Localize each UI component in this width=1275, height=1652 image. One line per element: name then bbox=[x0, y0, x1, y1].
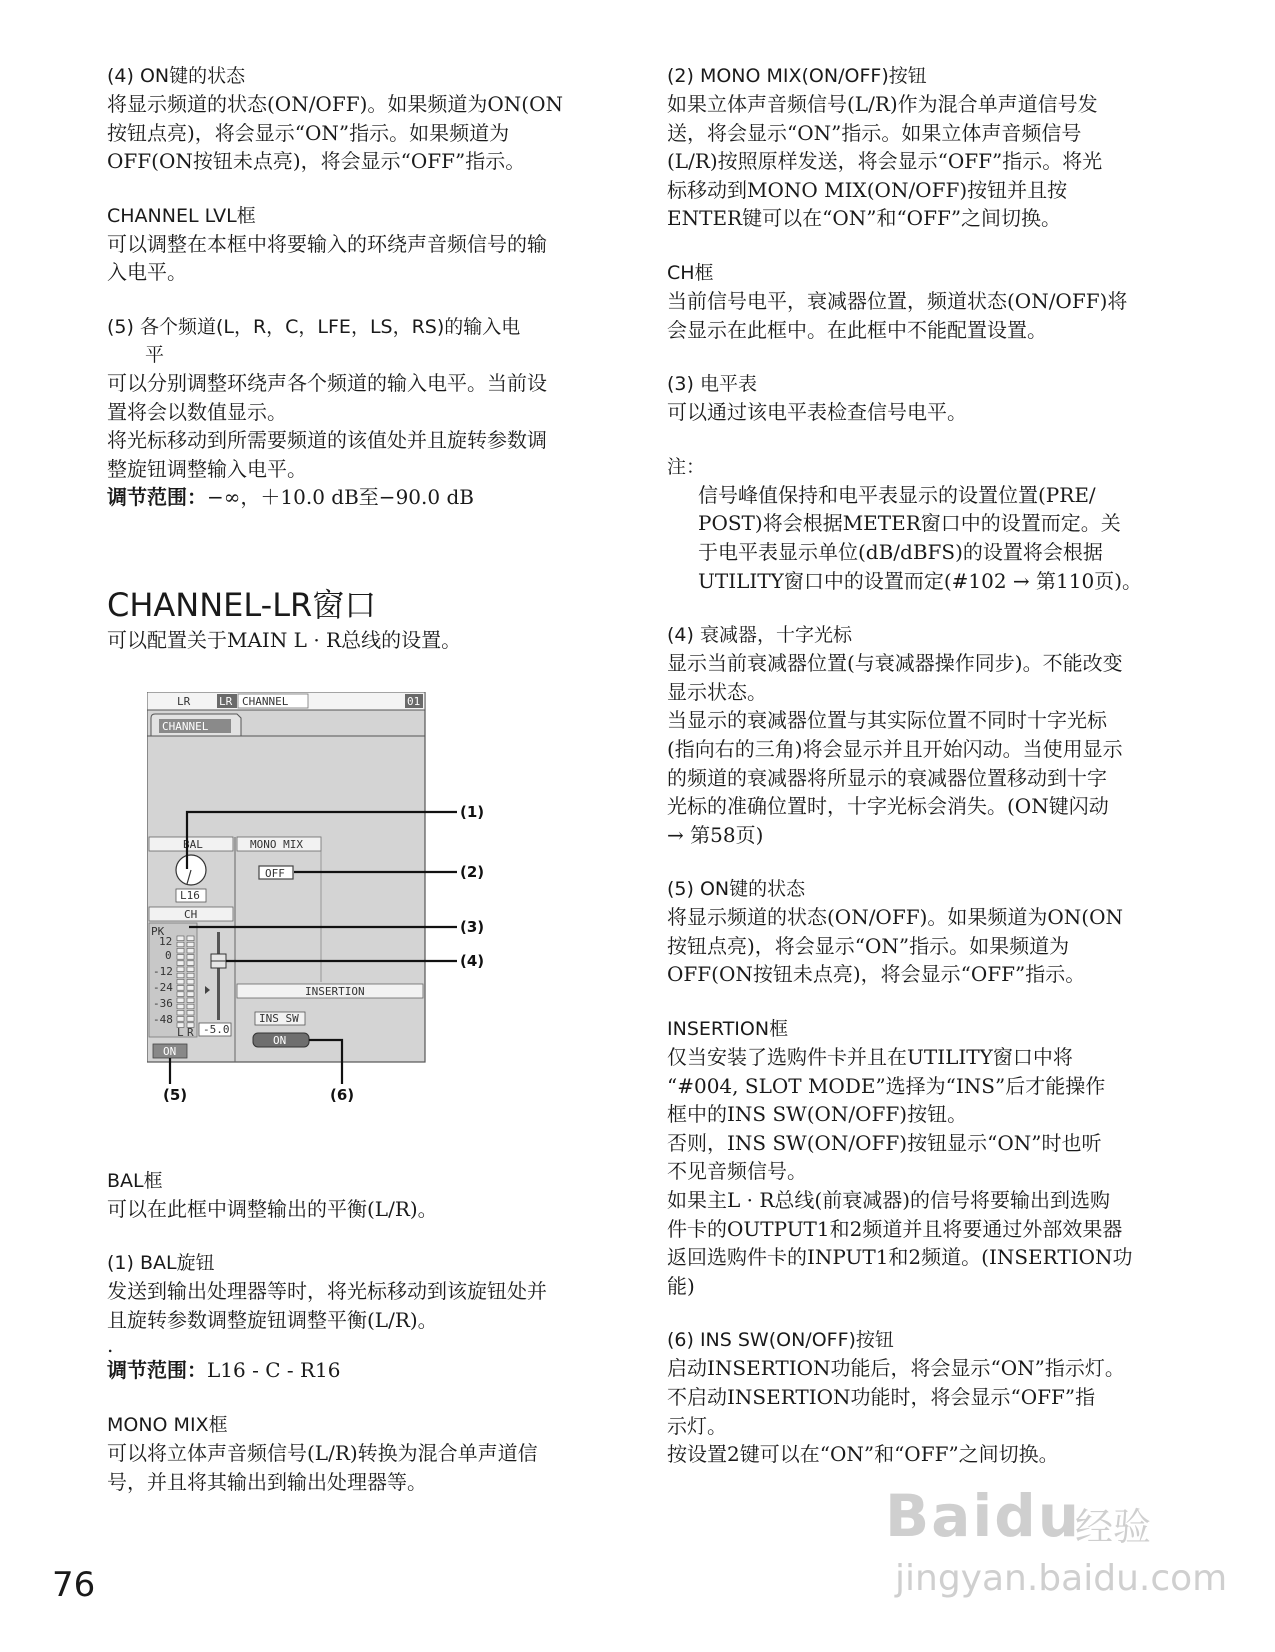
section-body: 启动INSERTION功能后，将会显示“ON”指示灯。 不启动INSERTION功能时，将会显示“OFF”指 示灯。 按设置2键可以在“ON”和“OFF”之间切换。 bbox=[667, 1356, 1125, 1467]
meter-cell bbox=[187, 1017, 194, 1022]
section-bal-knob bbox=[107, 1249, 597, 1385]
mono-mix-label: MONO MIX bbox=[250, 838, 303, 851]
meter-cell bbox=[177, 1010, 184, 1015]
section-body: 仅当安装了选购件卡并且在UTILITY窗口中将 “#004, SLOT MODE”选择为“INS”后才能操作 框中的INS SW(ON/OFF)按钮。 否则，INS SW(ON/OFF)按钮显示“ON”时也听 不见音频信号。 如果主L · R总线(前衰减器)的信号将要输出到选购 件卡的OUTPUT1和2频道并且将要通过外部效果器 返回选购件卡的INPUT1和2频道。(INSERTION功 能) bbox=[667, 1045, 1133, 1298]
watermark-url: jingyan.baidu.com bbox=[895, 1558, 1228, 1599]
meter-l: L bbox=[177, 1026, 184, 1039]
meter-cell bbox=[187, 1010, 194, 1015]
meter-cell bbox=[177, 955, 184, 960]
section-title: (5) 各个频道(L，R，C，LFE，LS，RS)的输入电 bbox=[107, 315, 521, 338]
screen-diagram bbox=[147, 692, 547, 1112]
section-level-meter bbox=[667, 370, 1187, 427]
meter-cell bbox=[177, 967, 184, 972]
section-channel-input-levels bbox=[107, 313, 597, 512]
section-bal-box bbox=[107, 1167, 597, 1224]
section-title: (1) BAL旋钮 bbox=[107, 1252, 215, 1275]
meter-cell bbox=[187, 1004, 194, 1009]
range-label: 调节范围： bbox=[107, 485, 207, 510]
fader-track bbox=[217, 932, 220, 1020]
section-title: (4) ON键的状态 bbox=[107, 65, 246, 87]
tab-lr-code: LR bbox=[219, 695, 233, 708]
stray-dot: . bbox=[107, 1333, 114, 1358]
section-mono-mix-box bbox=[107, 1411, 597, 1496]
insertion-label: INSERTION bbox=[305, 985, 365, 998]
section-title: CHANNEL LVL框 bbox=[107, 204, 256, 227]
meter-cell bbox=[177, 1017, 184, 1022]
ch-label: CH bbox=[184, 908, 198, 921]
note-title: 注： bbox=[667, 455, 706, 478]
meter-cell bbox=[177, 948, 184, 953]
bal-label: BAL bbox=[183, 838, 203, 851]
callout-2: (2) bbox=[460, 863, 485, 881]
section-body: 将显示频道的状态(ON/OFF)。如果频道为ON(ON 按钮点亮)，将会显示“ON”指示。如果频道为 OFF(ON按钮未点亮)，将会显示“OFF”指示。 bbox=[667, 905, 1123, 987]
section-mono-mix-button bbox=[667, 62, 1187, 233]
tab-lr: LR bbox=[177, 695, 191, 708]
meter-cell bbox=[177, 942, 184, 947]
meter-cell bbox=[187, 948, 194, 953]
meter-cell bbox=[187, 979, 194, 984]
channel-lr-screen-figure bbox=[147, 692, 547, 1112]
bal-value: L16 bbox=[180, 889, 200, 902]
meter-cell bbox=[177, 986, 184, 991]
section-body: 可以在此框中调整输出的平衡(L/R)。 bbox=[107, 1196, 438, 1221]
section-body: 可以分别调整环绕声各个频道的输入电平。当前设 置将会以数值显示。 将光标移动到所需要频道的该值处并且旋转参数调 整旋钮调整输入电平。 bbox=[107, 370, 547, 481]
range-line bbox=[107, 1356, 597, 1385]
meter-cell bbox=[177, 998, 184, 1003]
watermark-brand: Baidu bbox=[885, 1482, 1082, 1550]
meter-cell bbox=[177, 961, 184, 966]
section-fader-cursor bbox=[667, 621, 1187, 849]
section-insertion-box bbox=[667, 1015, 1187, 1300]
callout-5: (5) bbox=[163, 1086, 188, 1104]
section-title: MONO MIX框 bbox=[107, 1413, 228, 1436]
watermark-sub: 经验 bbox=[1075, 1505, 1152, 1549]
meter-cell bbox=[187, 961, 194, 966]
section-body: 可以将立体声音频信号(L/R)转换为混合单声道信 号，并且将其输出到输出处理器等。 bbox=[107, 1440, 538, 1494]
meter-cell bbox=[187, 955, 194, 960]
callout-4: (4) bbox=[460, 952, 485, 970]
section-title-continued: 平 bbox=[145, 343, 165, 366]
section-title: (2) MONO MIX(ON/OFF)按钮 bbox=[667, 65, 927, 87]
on-button: ON bbox=[163, 1045, 177, 1058]
baidu-watermark bbox=[885, 1482, 1228, 1612]
meter-cell bbox=[187, 986, 194, 991]
section-ch-box bbox=[667, 259, 1187, 344]
section-body: 将显示频道的状态(ON/OFF)。如果频道为ON(ON 按钮点亮)，将会显示“ON”指示。如果频道为 OFF(ON按钮未点亮)，将会显示“OFF”指示。 bbox=[107, 92, 563, 174]
section-body: 可以通过该电平表检查信号电平。 bbox=[667, 400, 967, 425]
section-title: (3) 电平表 bbox=[667, 373, 757, 396]
callout-1: (1) bbox=[460, 803, 485, 821]
meter-cell bbox=[187, 967, 194, 972]
meter-cell bbox=[177, 936, 184, 941]
window-title: CHANNEL-LR窗口 bbox=[107, 585, 377, 624]
meter-cell bbox=[177, 1004, 184, 1009]
meter-cell bbox=[177, 979, 184, 984]
meter-cell bbox=[187, 998, 194, 1003]
section-body: 当前信号电平，衰减器位置，频道状态(ON/OFF)将 会显示在此框中。在此框中不能配置设置。 bbox=[667, 288, 1128, 342]
note-body: 信号峰值保持和电平表显示的设置位置(PRE/ POST)将会根据METER窗口中的设置而定。关 于电平表显示单位(dB/dBFS)的设置将会根据 UTILITY窗口中的设置而定(#102 → 第110页)。 bbox=[698, 482, 1143, 593]
section-body: 可以调整在本框中将要输入的环绕声音频信号的输 入电平。 bbox=[107, 231, 547, 285]
range-value: L16 - C - R16 bbox=[207, 1358, 341, 1383]
tab-channel: CHANNEL bbox=[242, 695, 289, 708]
meter-cell bbox=[187, 936, 194, 941]
meter-r: R bbox=[187, 1026, 194, 1039]
section-title: INSERTION框 bbox=[667, 1018, 789, 1041]
section-title: CH框 bbox=[667, 261, 714, 284]
range-line bbox=[107, 483, 597, 512]
meter-scale-m12: -12 bbox=[153, 965, 173, 978]
meter-cell bbox=[187, 942, 194, 947]
section-body: 发送到输出处理器等时，将光标移动到该旋钮处并 且旋转参数调整旋钮调整平衡(L/R)。 bbox=[107, 1279, 547, 1332]
meter-scale-m36: -36 bbox=[153, 997, 173, 1010]
range-label: 调节范围： bbox=[107, 1358, 207, 1383]
section-channel-lvl bbox=[107, 202, 597, 287]
sub-tab-channel: CHANNEL bbox=[162, 720, 209, 733]
ins-sw-label: INS SW bbox=[259, 1012, 299, 1025]
section-on-key-state-left bbox=[107, 62, 597, 176]
section-title: (5) ON键的状态 bbox=[667, 878, 806, 901]
meter-cell bbox=[177, 973, 184, 978]
meter-cell bbox=[187, 992, 194, 997]
callout-6: (6) bbox=[330, 1086, 355, 1104]
right-column bbox=[667, 62, 1187, 1495]
section-body: 显示当前衰减器位置(与衰减器操作同步)。不能改变 显示状态。 当显示的衰减器位置与其实际位置不同时十字光标 (指向右的三角)将会显示并且开始闪动。当使用显示 的频道的衰减器将所显示的衰减器位置移动到十字 光标的准确位置时，十字光标会消失。(ON键闪动 → 第58页) bbox=[667, 651, 1123, 847]
window-intro: 可以配置关于MAIN L · R总线的设置。 bbox=[107, 627, 462, 652]
section-ins-sw-button bbox=[667, 1326, 1187, 1468]
meter-scale-m24: -24 bbox=[153, 981, 173, 994]
range-value: −∞，＋10.0 dB至−90.0 dB bbox=[207, 485, 474, 510]
fader-value: -5.0 bbox=[203, 1023, 230, 1036]
mono-mix-button: OFF bbox=[265, 867, 285, 880]
meter-scale-0: 0 bbox=[165, 949, 172, 962]
meter-cell bbox=[177, 992, 184, 997]
meter-scale-12: 12 bbox=[159, 935, 173, 948]
section-title: (4) 衰减器，十字光标 bbox=[667, 624, 852, 647]
page-number: 76 bbox=[52, 1565, 96, 1605]
meter-cell bbox=[187, 973, 194, 978]
section-title: BAL框 bbox=[107, 1169, 163, 1192]
ins-sw-button: ON bbox=[273, 1034, 287, 1047]
section-note bbox=[667, 453, 1187, 595]
callout-3: (3) bbox=[460, 918, 485, 936]
meter-pk: PK bbox=[151, 925, 165, 938]
section-on-key-state-right bbox=[667, 875, 1187, 989]
section-body: 如果立体声音频信号(L/R)作为混合单声道信号发 送，将会显示“ON”指示。如果立体声音频信号 (L/R)按照原样发送，将会显示“OFF”指示。将光 标移动到MONO MIX(ON/OFF)按钮并且按 ENTER键可以在“ON”和“OFF”之间切换。 bbox=[667, 92, 1103, 231]
section-title: (6) INS SW(ON/OFF)按钮 bbox=[667, 1329, 894, 1352]
meter-scale-m48: -48 bbox=[153, 1013, 173, 1026]
tab-num: 01 bbox=[407, 695, 421, 708]
section-channel-lr-window bbox=[107, 584, 597, 655]
